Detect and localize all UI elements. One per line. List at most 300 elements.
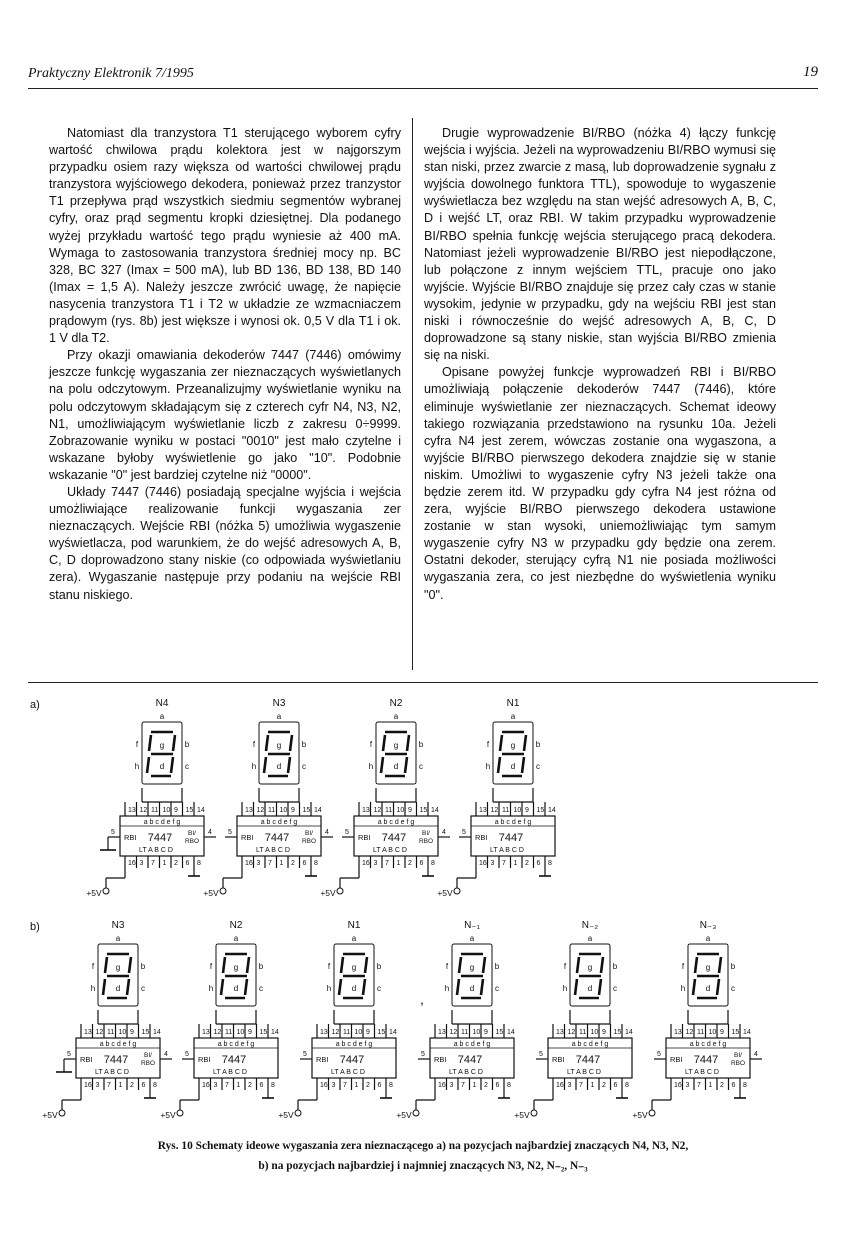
chip-rbi-label: RBI xyxy=(316,1055,329,1064)
pin-number: 13 xyxy=(438,1029,446,1036)
schematic-row-a xyxy=(86,698,556,898)
chip-outputs-label: a b c d e f g xyxy=(217,1041,255,1048)
supply-label: +5V xyxy=(437,888,453,898)
chip-inputs-label: LT A B C D xyxy=(567,1069,601,1076)
segment-label-g: g xyxy=(233,963,239,972)
chip-rbi-label: RBI xyxy=(475,833,488,842)
segment-label-g: g xyxy=(705,963,711,972)
segment-label-f: f xyxy=(486,740,490,749)
pin-number: 7 xyxy=(461,1082,465,1089)
supply-label: +5V xyxy=(160,1110,176,1120)
pin-number-rbi: 5 xyxy=(111,829,115,836)
pin-number: 13 xyxy=(362,807,370,814)
pin-number: 3 xyxy=(213,1082,218,1089)
display-segment xyxy=(341,957,343,973)
segment-label-g: g xyxy=(510,741,516,750)
segment-label-g: g xyxy=(587,963,593,972)
segment-label-h: h xyxy=(562,984,568,993)
segment-label-c: c xyxy=(495,984,499,993)
chip-name: 7447 xyxy=(457,1054,483,1066)
chip-rbo-label: RBO xyxy=(140,1060,156,1067)
segment-label-b: b xyxy=(301,740,307,749)
left-column xyxy=(49,125,401,604)
caption-line: b) na pozycjach najbardziej i najmniej znaczących N3, N2, N₋₂, N₋₃ xyxy=(258,1160,588,1172)
segment-label-h: h xyxy=(208,984,214,993)
chip-inputs-label: LT A B C D xyxy=(373,847,407,854)
pin-number: 1 xyxy=(472,1082,477,1089)
pin-number-rbi: 5 xyxy=(67,1051,71,1058)
pin-number-rbo: 4 xyxy=(754,1051,758,1058)
decimal-point: , xyxy=(420,991,424,1007)
pin-number: 15 xyxy=(731,1029,740,1036)
display-segment xyxy=(247,957,249,973)
figure-caption xyxy=(28,1136,818,1176)
pin-number: 2 xyxy=(720,1082,724,1089)
pin-number: 15 xyxy=(377,1029,386,1036)
supply-terminal xyxy=(220,888,226,894)
pin-number: 1 xyxy=(513,860,518,867)
pin-number: 8 xyxy=(625,1082,629,1089)
segment-label-f: f xyxy=(252,740,256,749)
pin-number: 15 xyxy=(185,807,194,814)
pin-number: 15 xyxy=(613,1029,622,1036)
chip-outputs-label: a b c d e f g xyxy=(335,1041,373,1048)
chip-outputs-label: a b c d e f g xyxy=(260,819,298,826)
pin-number: 14 xyxy=(153,1029,161,1036)
display-segment xyxy=(171,757,173,773)
display-segment xyxy=(522,757,524,773)
display-segment xyxy=(524,735,526,751)
chip-inputs-label: LT A B C D xyxy=(139,847,173,854)
display-segment xyxy=(105,957,107,973)
segment-label-a: a xyxy=(469,934,475,943)
pin-number-rbo: 4 xyxy=(325,829,329,836)
caption-line: Rys. 10 Schematy ideowe wygaszania zera nieznaczącego a) na pozycjach najbardziej znaczących N4, N3, N2, xyxy=(157,1140,689,1152)
display-segment xyxy=(481,979,483,995)
pin-number: 1 xyxy=(396,860,401,867)
part-a-label: a) xyxy=(30,699,40,711)
segment-label-g: g xyxy=(159,741,165,750)
pin-number: 9 xyxy=(248,1029,252,1036)
chip-rbo-label: BI/ xyxy=(422,830,430,837)
display-segment xyxy=(339,979,341,995)
pin-number: 13 xyxy=(128,807,136,814)
pin-number-rbi: 5 xyxy=(345,829,349,836)
pin-number: 16 xyxy=(479,860,487,867)
supply-label: +5V xyxy=(278,1110,294,1120)
chip-rbi-label: RBI xyxy=(670,1055,683,1064)
display-segment xyxy=(498,757,500,773)
segment-label-d: d xyxy=(233,984,239,993)
chip-rbi-label: RBI xyxy=(552,1055,565,1064)
supply-terminal xyxy=(295,1110,301,1116)
chip-inputs-label: LT A B C D xyxy=(685,1069,719,1076)
segment-label-d: d xyxy=(587,984,593,993)
chip-rbo-label: BI/ xyxy=(188,830,196,837)
pin-number: 13 xyxy=(245,807,253,814)
pin-number: 15 xyxy=(419,807,428,814)
pin-number: 12 xyxy=(213,1029,222,1036)
pin-number: 10 xyxy=(472,1029,481,1036)
display-segment xyxy=(457,979,459,995)
display-segment xyxy=(245,979,247,995)
digit-label: N3 xyxy=(272,698,286,709)
pin-number: 7 xyxy=(385,860,389,867)
pin-number: 10 xyxy=(396,807,405,814)
segment-label-f: f xyxy=(135,740,139,749)
pin-number: 3 xyxy=(256,860,261,867)
segment-label-c: c xyxy=(731,984,735,993)
pin-number: 12 xyxy=(331,1029,340,1036)
pin-number: 16 xyxy=(438,1082,446,1089)
segment-label-d: d xyxy=(469,984,475,993)
pin-number: 12 xyxy=(95,1029,104,1036)
segment-label-h: h xyxy=(485,762,491,771)
pin-number: 11 xyxy=(461,1029,469,1036)
supply-label: +5V xyxy=(396,1110,412,1120)
pin-number: 2 xyxy=(525,860,529,867)
chip-inputs-label: LT A B C D xyxy=(213,1069,247,1076)
pin-number: 12 xyxy=(685,1029,694,1036)
digit-label: N3 xyxy=(111,920,125,931)
chip-name: 7447 xyxy=(103,1054,129,1066)
pin-number: 6 xyxy=(141,1082,146,1089)
segment-label-c: c xyxy=(377,984,381,993)
digit-label: N1 xyxy=(347,920,361,931)
pin-number: 1 xyxy=(118,1082,123,1089)
pin-number: 9 xyxy=(366,1029,370,1036)
pin-number: 10 xyxy=(118,1029,127,1036)
supply-terminal xyxy=(454,888,460,894)
pin-number: 16 xyxy=(84,1082,92,1089)
digit-label: N2 xyxy=(389,698,403,709)
chip-rbi-label: RBI xyxy=(358,833,371,842)
pin-number: 7 xyxy=(579,1082,583,1089)
segment-label-a: a xyxy=(510,712,516,721)
pin-number: 16 xyxy=(362,860,370,867)
segment-label-a: a xyxy=(159,712,165,721)
supply-label: +5V xyxy=(320,888,336,898)
pin-number: 14 xyxy=(625,1029,633,1036)
pin-number: 8 xyxy=(507,1082,511,1089)
pin-number: 11 xyxy=(697,1029,705,1036)
pin-number: 13 xyxy=(674,1029,682,1036)
pin-number: 11 xyxy=(343,1029,351,1036)
chip-outputs-label: a b c d e f g xyxy=(453,1041,491,1048)
segment-label-a: a xyxy=(351,934,357,943)
pin-number: 2 xyxy=(130,1082,134,1089)
supply-label: +5V xyxy=(86,888,102,898)
chip-name: 7447 xyxy=(339,1054,365,1066)
pin-number: 2 xyxy=(408,860,412,867)
pin-number: 6 xyxy=(302,860,307,867)
segment-label-f: f xyxy=(445,962,449,971)
paragraph: Układy 7447 (7446) posiadają specjalne wyjścia i wejścia umożliwiające realizowanie funkcji wygaszania zer nieznaczących. Wejście RBI (nóżka 5) umożliwia wygaszenie wyświetlacza, pod warunkiem, że do wejść adresowych A, B, C, D doprowadzono stany niskie (co odpowiada wyświetlaniu zera). Wygaszanie następuje przy podaniu na wejście RBI stanu niskiego. xyxy=(49,484,401,602)
segment-label-b: b xyxy=(535,740,541,749)
pin-number-rbi: 5 xyxy=(462,829,466,836)
pin-number: 6 xyxy=(613,1082,618,1089)
display-segment xyxy=(693,979,695,995)
pin-number: 16 xyxy=(674,1082,682,1089)
pin-number: 3 xyxy=(373,860,378,867)
pin-number: 7 xyxy=(151,860,155,867)
chip-outputs-label: a b c d e f g xyxy=(494,819,532,826)
display-segment xyxy=(405,757,407,773)
pin-number: 14 xyxy=(197,807,205,814)
pin-number: 12 xyxy=(373,807,382,814)
digit-label: N2 xyxy=(229,920,243,931)
supply-label: +5V xyxy=(514,1110,530,1120)
schematic-row-b xyxy=(42,920,762,1120)
chip-rbi-label: RBI xyxy=(434,1055,447,1064)
digit-label: N₋₁ xyxy=(464,920,480,931)
segment-label-b: b xyxy=(184,740,190,749)
paragraph: Przy okazji omawiania dekoderów 7447 (7446) omówimy jeszcze funkcję wygaszania zer nieznaczących wyświetlanych na polu odczytowym. Przeanalizujmy wyświetlanie wyniku na polu odczytowym składającym się z czterech cyfr N4, N3, N2, N1, umożliwiającym wyświetlanie liczb z zakresu 0÷9999. Zobrazowanie wyniku w postaci "0010" jest mało czytelne i wskazane byłoby wyświetlenie go jako "10". Podobnie wskazanie "0" jest bardziej czytelne niż "0000". xyxy=(49,348,401,482)
display-segment xyxy=(363,979,365,995)
display-segment xyxy=(149,735,151,751)
segment-label-g: g xyxy=(393,741,399,750)
pin-number: 3 xyxy=(490,860,495,867)
chip-name: 7447 xyxy=(693,1054,719,1066)
pin-number: 2 xyxy=(602,1082,606,1089)
pin-number: 1 xyxy=(236,1082,241,1089)
pin-number: 14 xyxy=(507,1029,515,1036)
display-segment xyxy=(290,735,292,751)
pin-number: 10 xyxy=(590,1029,599,1036)
supply-terminal xyxy=(59,1110,65,1116)
display-segment xyxy=(599,979,601,995)
supply-label: +5V xyxy=(42,1110,58,1120)
pin-number: 13 xyxy=(556,1029,564,1036)
segment-label-b: b xyxy=(730,962,736,971)
segment-label-h: h xyxy=(90,984,96,993)
supply-label: +5V xyxy=(632,1110,648,1120)
segment-label-d: d xyxy=(393,762,399,771)
segment-label-d: d xyxy=(115,984,121,993)
pin-number: 11 xyxy=(502,807,510,814)
segment-label-b: b xyxy=(258,962,264,971)
pin-number: 16 xyxy=(245,860,253,867)
column-divider xyxy=(412,118,413,670)
pin-number: 15 xyxy=(259,1029,268,1036)
pin-number: 2 xyxy=(174,860,178,867)
pin-number: 16 xyxy=(202,1082,210,1089)
segment-label-d: d xyxy=(705,984,711,993)
segment-label-c: c xyxy=(185,762,189,771)
supply-terminal xyxy=(177,1110,183,1116)
display-segment xyxy=(383,735,385,751)
part-b-label: b) xyxy=(30,921,40,933)
pin-number: 12 xyxy=(567,1029,576,1036)
pin-number: 9 xyxy=(408,807,412,814)
pin-number-rbi: 5 xyxy=(539,1051,543,1058)
pin-number: 12 xyxy=(256,807,265,814)
supply-terminal xyxy=(649,1110,655,1116)
pin-number: 3 xyxy=(685,1082,690,1089)
pin-number: 11 xyxy=(268,807,276,814)
segment-label-d: d xyxy=(276,762,282,771)
segment-label-b: b xyxy=(418,740,424,749)
segment-label-f: f xyxy=(91,962,95,971)
pin-number: 8 xyxy=(153,1082,157,1089)
pin-number: 8 xyxy=(548,860,552,867)
pin-number: 10 xyxy=(354,1029,363,1036)
chip-rbo-label: BI/ xyxy=(144,1052,152,1059)
pin-number: 9 xyxy=(130,1029,134,1036)
pin-number-rbi: 5 xyxy=(657,1051,661,1058)
pin-number: 3 xyxy=(139,860,144,867)
digit-label: N₋₃ xyxy=(699,920,717,931)
page-header xyxy=(28,64,818,89)
segment-label-h: h xyxy=(326,984,332,993)
pin-number: 14 xyxy=(431,807,439,814)
pin-number: 14 xyxy=(271,1029,279,1036)
segment-label-b: b xyxy=(612,962,618,971)
chip-inputs-label: LT A B C D xyxy=(256,847,290,854)
segment-label-b: b xyxy=(376,962,382,971)
segment-label-a: a xyxy=(393,712,399,721)
display-segment xyxy=(601,957,603,973)
pin-number: 14 xyxy=(314,807,322,814)
segment-label-a: a xyxy=(276,712,282,721)
pin-number: 12 xyxy=(449,1029,458,1036)
display-segment xyxy=(577,957,579,973)
segment-label-c: c xyxy=(419,762,423,771)
pin-number: 9 xyxy=(291,807,295,814)
segment-label-b: b xyxy=(494,962,500,971)
display-segment xyxy=(695,957,697,973)
pin-number: 6 xyxy=(377,1082,382,1089)
display-segment xyxy=(575,979,577,995)
pin-number: 9 xyxy=(720,1029,724,1036)
pin-number-rbo: 4 xyxy=(442,829,446,836)
display-segment xyxy=(173,735,175,751)
pin-number: 2 xyxy=(248,1082,252,1089)
pin-number: 9 xyxy=(484,1029,488,1036)
pin-number: 2 xyxy=(366,1082,370,1089)
pin-number: 12 xyxy=(139,807,148,814)
pin-number-rbi: 5 xyxy=(421,1051,425,1058)
chip-inputs-label: LT A B C D xyxy=(449,1069,483,1076)
pin-number: 7 xyxy=(107,1082,111,1089)
display-segment xyxy=(407,735,409,751)
segment-label-f: f xyxy=(369,740,373,749)
display-segment xyxy=(147,757,149,773)
pin-number-rbi: 5 xyxy=(303,1051,307,1058)
segment-label-f: f xyxy=(681,962,685,971)
pin-number: 11 xyxy=(225,1029,233,1036)
chip-rbi-label: RBI xyxy=(80,1055,93,1064)
segment-label-g: g xyxy=(469,963,475,972)
chip-name: 7447 xyxy=(264,832,290,844)
pin-number: 1 xyxy=(354,1082,359,1089)
digit-label: N4 xyxy=(155,698,169,709)
display-segment xyxy=(103,979,105,995)
segment-label-d: d xyxy=(351,984,357,993)
pin-number: 8 xyxy=(314,860,318,867)
chip-rbo-label: BI/ xyxy=(734,1052,742,1059)
pin-number: 6 xyxy=(731,1082,736,1089)
pin-number: 7 xyxy=(697,1082,701,1089)
pin-number: 13 xyxy=(320,1029,328,1036)
pin-number: 8 xyxy=(271,1082,275,1089)
pin-number: 10 xyxy=(162,807,171,814)
right-column xyxy=(424,125,776,604)
chip-rbo-label: RBO xyxy=(184,838,200,845)
chip-inputs-label: LT A B C D xyxy=(95,1069,129,1076)
pin-number: 11 xyxy=(151,807,159,814)
chip-inputs-label: LT A B C D xyxy=(490,847,524,854)
segment-label-g: g xyxy=(351,963,357,972)
pin-number: 10 xyxy=(279,807,288,814)
pin-number: 16 xyxy=(556,1082,564,1089)
pin-number: 9 xyxy=(525,807,529,814)
chip-name: 7447 xyxy=(498,832,524,844)
schematic-figure xyxy=(28,692,818,1120)
pin-number: 8 xyxy=(389,1082,393,1089)
digit-label: N₋₂ xyxy=(581,920,599,931)
pin-number-rbi: 5 xyxy=(185,1051,189,1058)
segment-label-c: c xyxy=(613,984,617,993)
pin-number: 10 xyxy=(236,1029,245,1036)
chip-outputs-label: a b c d e f g xyxy=(571,1041,609,1048)
pin-number: 16 xyxy=(320,1082,328,1089)
chip-outputs-label: a b c d e f g xyxy=(689,1041,727,1048)
pin-number: 15 xyxy=(536,807,545,814)
display-segment xyxy=(365,957,367,973)
display-segment xyxy=(223,957,225,973)
pin-number: 6 xyxy=(536,860,541,867)
pin-number: 14 xyxy=(389,1029,397,1036)
chip-name: 7447 xyxy=(147,832,173,844)
display-segment xyxy=(717,979,719,995)
pin-number: 12 xyxy=(490,807,499,814)
pin-number: 16 xyxy=(128,860,136,867)
pin-number: 3 xyxy=(95,1082,100,1089)
pin-number: 11 xyxy=(385,807,393,814)
segment-label-c: c xyxy=(302,762,306,771)
chip-outputs-label: a b c d e f g xyxy=(143,819,181,826)
display-segment xyxy=(459,957,461,973)
supply-label: +5V xyxy=(203,888,219,898)
display-segment xyxy=(264,757,266,773)
pin-number: 6 xyxy=(185,860,190,867)
pin-number: 15 xyxy=(141,1029,150,1036)
paragraph: Natomiast dla tranzystora T1 sterującego wyborem cyfry wartość chwilowa prądu kolektora jest w najgorszym przypadku osiem razy większa od wartości chwilowej prądu tranzystora wyjściowego dekodera, ponieważ przez tranzystor T1 przepływa prąd wszystkich siedmiu segmentów wybranej cyfry, oraz prąd segmentu kropki dziesiętnej. Dla podanego wyżej przykładu wartość tego prądu wyniesie aż 400 mA. Wymaga to zastosowania tranzystora średniej mocy np. BC 328, BC 327 (Imax = 500 mA), lub BD 136, BD 138, BD 140 (Imax = 1,5 A). Należy jeszcze zwrócić uwagę, że napięcie nasycenia tranzystora T1 i T2 w układzie ze wzmacniaczem prądowym (rys. 8b) jest większe i wynosi ok. 0,5 V dla T1 i ok. 1 V dla T2. xyxy=(49,126,401,346)
pin-number: 7 xyxy=(343,1082,347,1089)
chip-rbi-label: RBI xyxy=(198,1055,211,1064)
segment-label-a: a xyxy=(705,934,711,943)
segment-label-f: f xyxy=(327,962,331,971)
display-segment xyxy=(500,735,502,751)
pin-number-rbi: 5 xyxy=(228,829,232,836)
supply-terminal xyxy=(531,1110,537,1116)
supply-terminal xyxy=(337,888,343,894)
chip-rbo-label: RBO xyxy=(418,838,434,845)
pin-number: 2 xyxy=(484,1082,488,1089)
pin-number: 15 xyxy=(302,807,311,814)
segment-label-g: g xyxy=(115,963,121,972)
chip-rbo-label: RBO xyxy=(301,838,317,845)
segment-label-f: f xyxy=(209,962,213,971)
chip-outputs-label: a b c d e f g xyxy=(377,819,415,826)
segment-label-h: h xyxy=(680,984,686,993)
pin-number: 2 xyxy=(291,860,295,867)
page-number: 19 xyxy=(803,64,818,80)
chip-name: 7447 xyxy=(221,1054,247,1066)
display-segment xyxy=(288,757,290,773)
pin-number: 10 xyxy=(708,1029,717,1036)
